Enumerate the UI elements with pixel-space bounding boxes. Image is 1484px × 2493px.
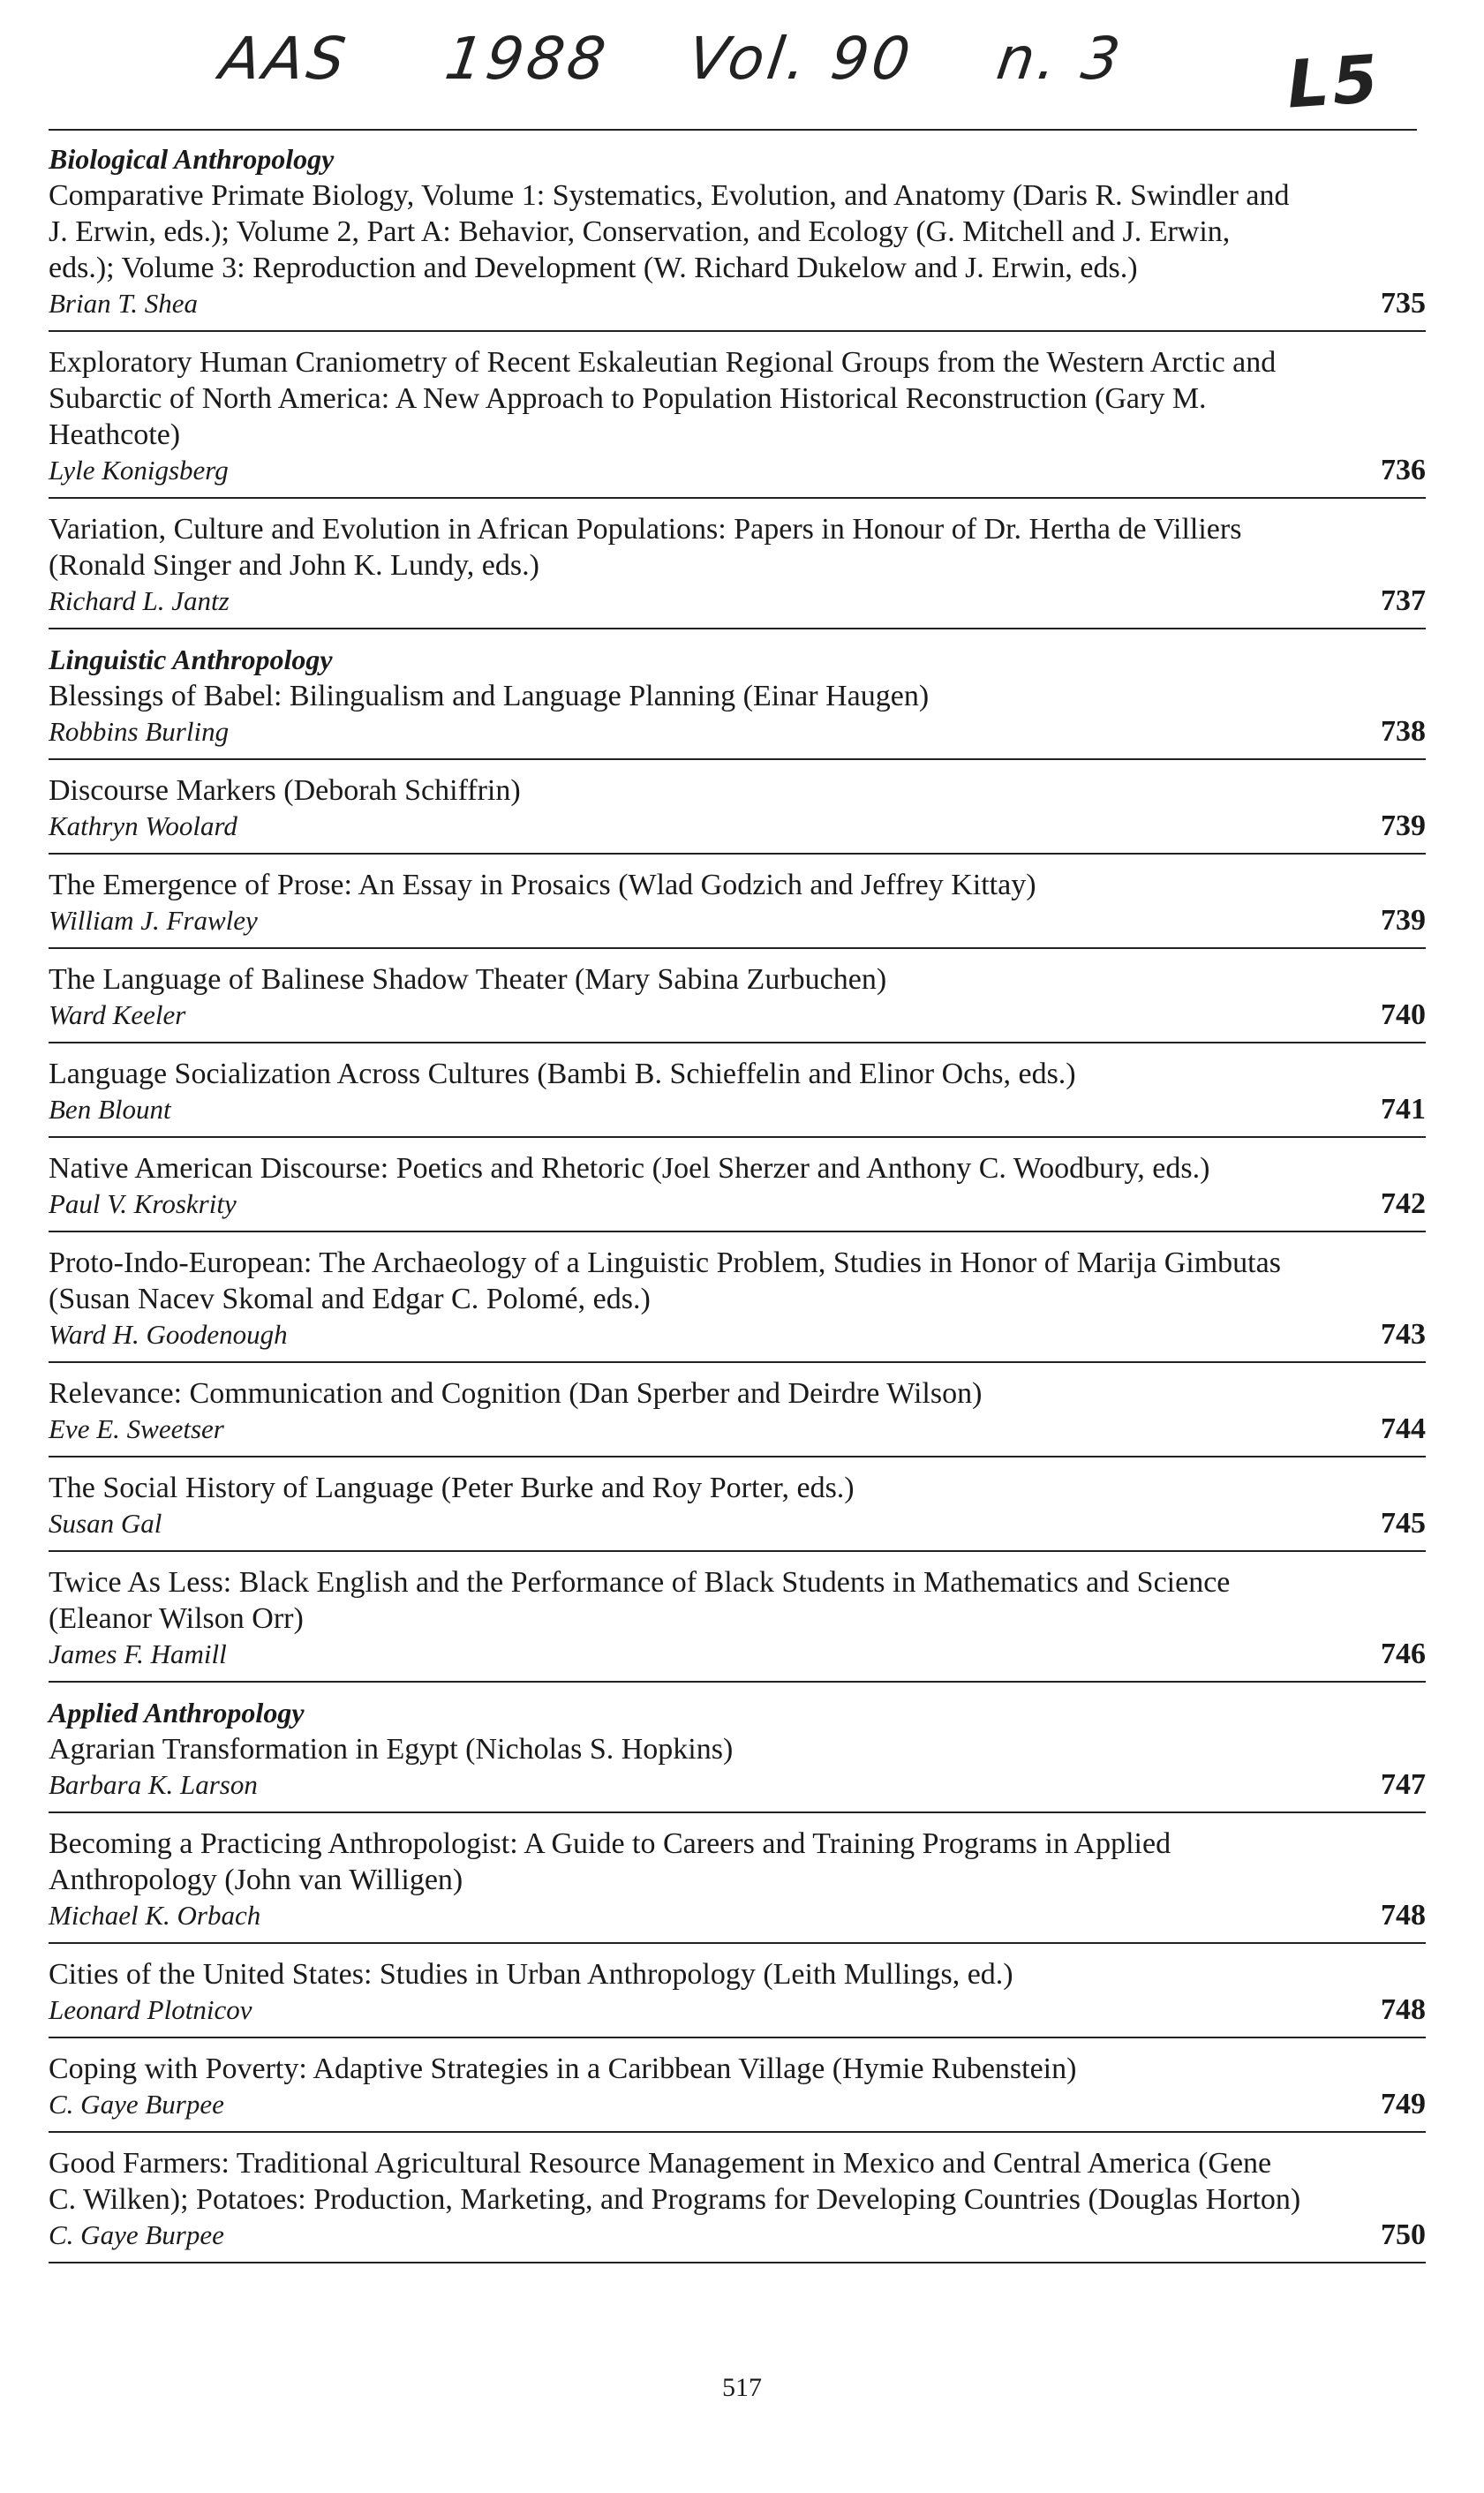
review-entry	[49, 1374, 1426, 1457]
reviewer-name: James F. Hamill	[49, 1638, 227, 1669]
review-page-number: 739	[1381, 904, 1426, 937]
book-title: Comparative Primate Biology, Volume 1: Systematics, Evolution, and Anatomy (Daris R. Swindler and J. Erwin, eds.); Volume 2, Part A: Behavior, Conservation, and Ecology (G. Mitchell and J. Erwin, eds.); Volume 3: Reproduction and Development (W. Richard Dukelow and J. Erwin, eds.)	[49, 179, 1290, 284]
book-title: Blessings of Babel: Bilingualism and Language Planning (Einar Haugen)	[49, 680, 930, 712]
reviewer-row	[49, 1767, 1426, 1803]
review-entry	[49, 1243, 1426, 1363]
reviewer-row	[49, 1092, 1426, 1127]
reviewer-name: Kathryn Woolard	[49, 810, 237, 841]
book-title: Good Farmers: Traditional Agricultural Resource Management in Mexico and Central America (Gene C. Wilken); Potatoes: Production, Marketing, and Programs for Developing Countries (Douglas Horton)	[49, 2147, 1301, 2216]
page-number: 517	[722, 2373, 762, 2402]
reviewer-name: C. Gaye Burpee	[49, 2219, 224, 2250]
reviewer-row	[49, 584, 1426, 619]
reviewer-row	[49, 998, 1426, 1033]
reviewer-name: William J. Frawley	[49, 905, 258, 936]
review-entry	[49, 865, 1426, 949]
review-page-number: 747	[1381, 1768, 1426, 1801]
reviewer-name: C. Gaye Burpee	[49, 2089, 224, 2120]
reviewer-name: Paul V. Kroskrity	[49, 1188, 237, 1219]
review-page-number: 746	[1381, 1638, 1426, 1670]
review-entry	[49, 1954, 1426, 2038]
reviewer-name: Robbins Burling	[49, 716, 230, 747]
book-title: The Social History of Language (Peter Burke and Roy Porter, eds.)	[49, 1472, 855, 1504]
review-entry	[49, 1824, 1426, 1944]
section-heading: Linguistic Anthropology	[49, 644, 333, 675]
review-entry	[49, 1693, 1426, 1813]
review-page-number: 744	[1381, 1412, 1426, 1445]
handwritten-year: 1988	[441, 25, 614, 93]
handwritten-journal: AAS	[215, 25, 353, 93]
review-page-number: 748	[1381, 1899, 1426, 1932]
review-entry	[49, 1054, 1426, 1138]
review-page-number: 749	[1381, 2088, 1426, 2120]
book-title: Becoming a Practicing Anthropologist: A Guide to Careers and Training Programs in Applied Anthropology (John van Willigen)	[49, 1827, 1171, 1896]
reviewer-row	[49, 2218, 1426, 2253]
book-title: Relevance: Communication and Cognition (Dan Sperber and Deirdre Wilson)	[49, 1377, 983, 1410]
review-page-number: 736	[1381, 454, 1426, 486]
reviewer-row	[49, 453, 1426, 488]
review-page-number: 742	[1381, 1187, 1426, 1220]
reviewer-name: Ward Keeler	[49, 999, 186, 1030]
reviewer-name: Michael K. Orbach	[49, 1900, 261, 1931]
book-title: Coping with Poverty: Adaptive Strategies in a Caribbean Village (Hymie Rubenstein)	[49, 2052, 1077, 2085]
review-entry	[49, 509, 1426, 629]
reviewer-row	[49, 714, 1426, 749]
reviewer-name: Eve E. Sweetser	[49, 1413, 224, 1444]
book-title: Exploratory Human Craniometry of Recent Eskaleutian Regional Groups from the Western Arctic and Subarctic of North America: A New Approach to Population Historical Reconstruction (Gary M. Heathcote)	[49, 346, 1277, 451]
reviewer-row	[49, 1412, 1426, 1447]
book-title: Cities of the United States: Studies in Urban Anthropology (Leith Mullings, ed.)	[49, 1958, 1013, 1991]
reviewer-row	[49, 1186, 1426, 1222]
reviewer-name: Brian T. Shea	[49, 288, 199, 319]
section-heading: Biological Anthropology	[49, 143, 335, 175]
review-page-number: 737	[1381, 584, 1426, 617]
review-page-number: 741	[1381, 1093, 1426, 1126]
review-page-number: 750	[1381, 2218, 1426, 2251]
book-title: Twice As Less: Black English and the Performance of Black Students in Mathematics and Science (Eleanor Wilson Orr)	[49, 1566, 1231, 1635]
reviewer-row	[49, 1506, 1426, 1541]
reviewer-name: Leonard Plotnicov	[49, 1994, 252, 2025]
reviewer-row	[49, 2087, 1426, 2122]
reviewer-name: Richard L. Jantz	[49, 585, 230, 616]
review-entry	[49, 1468, 1426, 1552]
reviewer-row	[49, 1898, 1426, 1933]
reviewer-name: Ward H. Goodenough	[49, 1319, 288, 1350]
book-title: The Emergence of Prose: An Essay in Prosaics (Wlad Godzich and Jeffrey Kittay)	[49, 869, 1036, 901]
review-entry	[49, 2049, 1426, 2133]
book-title: Native American Discourse: Poetics and Rhetoric (Joel Sherzer and Anthony C. Woodbury, eds.)	[49, 1152, 1210, 1185]
review-entry	[49, 343, 1426, 499]
review-page-number: 740	[1381, 998, 1426, 1031]
reviewer-row	[49, 903, 1426, 938]
book-title: Agrarian Transformation in Egypt (Nicholas S. Hopkins)	[49, 1733, 734, 1766]
review-entry	[49, 960, 1426, 1043]
review-entry	[49, 640, 1426, 760]
reviewer-row	[49, 286, 1426, 321]
book-title: Language Socialization Across Cultures (Bambi B. Schieffelin and Elinor Ochs, eds.)	[49, 1058, 1076, 1090]
review-entry	[49, 2143, 1426, 2263]
reviewer-name: Susan Gal	[49, 1508, 162, 1539]
reviewer-name: Lyle Konigsberg	[49, 455, 229, 486]
reviewer-name: Barbara K. Larson	[49, 1769, 258, 1800]
review-entry	[49, 1563, 1426, 1683]
handwritten-annotation	[215, 25, 1439, 124]
reviewer-row	[49, 1637, 1426, 1672]
book-review-list	[49, 139, 1426, 2274]
handwritten-volume: Vol. 90	[683, 25, 918, 93]
review-page-number: 738	[1381, 715, 1426, 748]
review-page-number: 745	[1381, 1507, 1426, 1540]
reviewer-name: Ben Blount	[49, 1094, 171, 1125]
review-entry	[49, 1149, 1426, 1232]
review-entry	[49, 139, 1426, 332]
review-page-number: 748	[1381, 1993, 1426, 2026]
handwritten-issue: n. 3	[992, 25, 1128, 93]
handwritten-code: L5	[1284, 41, 1384, 124]
book-title: Discourse Markers (Deborah Schiffrin)	[49, 774, 521, 807]
reviewer-row	[49, 1317, 1426, 1352]
top-rule	[49, 129, 1417, 131]
book-title: Variation, Culture and Evolution in African Populations: Papers in Honour of Dr. Hertha de Villiers (Ronald Singer and John K. Lundy, eds.)	[49, 513, 1242, 582]
review-entry	[49, 771, 1426, 855]
book-title: Proto-Indo-European: The Archaeology of a Linguistic Problem, Studies in Honor of Marija Gimbutas (Susan Nacev Skomal and Edgar C. Polomé, eds.)	[49, 1246, 1281, 1315]
review-page-number: 735	[1381, 287, 1426, 320]
book-title: The Language of Balinese Shadow Theater (Mary Sabina Zurbuchen)	[49, 963, 887, 996]
review-page-number: 739	[1381, 810, 1426, 842]
reviewer-row	[49, 1992, 1426, 2028]
review-page-number: 743	[1381, 1318, 1426, 1351]
reviewer-row	[49, 809, 1426, 844]
section-heading: Applied Anthropology	[49, 1697, 305, 1729]
